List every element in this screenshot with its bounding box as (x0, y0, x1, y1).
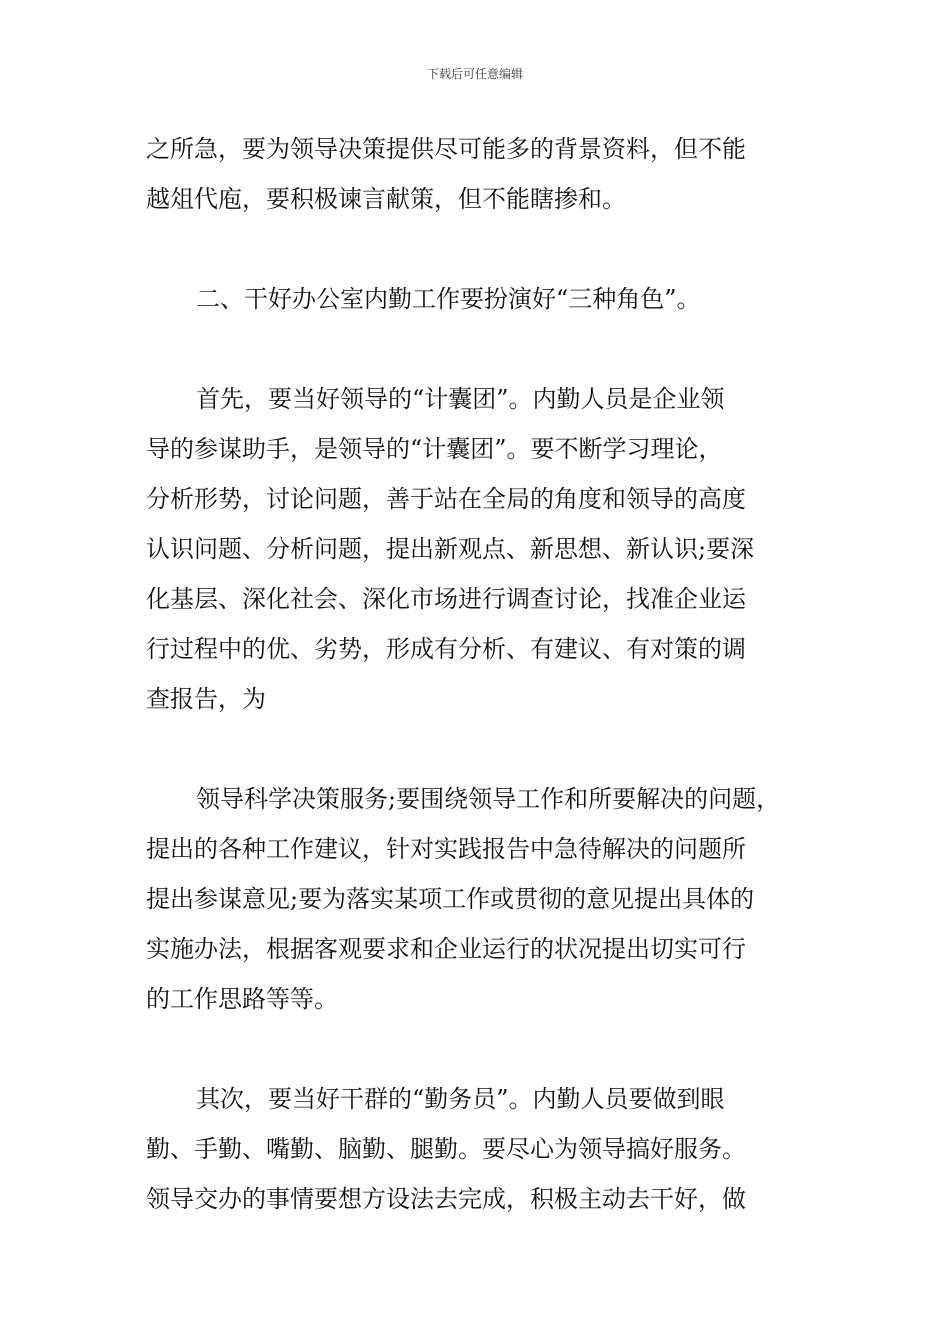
text-line: 越俎代庖，要积极谏言献策，但不能瞎掺和。 (146, 185, 626, 213)
text-line: 分析形势，讨论问题，善于站在全局的角度和领导的高度 (146, 485, 746, 513)
text-line: 认识问题、分析问题，提出新观点、新思想、新认识;要深 (146, 535, 755, 563)
paragraph-gap (146, 724, 810, 774)
text-line: 之所急，要为领导决策提供尽可能多的背景资料，但不能 (146, 135, 746, 163)
paragraph-gap (146, 224, 810, 274)
text-line: 提出的各种工作建议，针对实践报告中急待解决的问题所 (146, 835, 746, 863)
paragraph-gap (146, 324, 810, 374)
paragraph (146, 124, 810, 224)
text-line: 行过程中的优、劣势，形成有分析、有建议、有对策的调 (146, 635, 746, 663)
text-line: 实施办法，根据客观要求和企业运行的状况提出切实可行 (146, 935, 746, 963)
text-line: 查报告，为 (146, 685, 266, 713)
text-line: 提出参谋意见;要为落实某项工作或贯彻的意见提出具体的 (146, 885, 755, 913)
paragraph-gap (146, 1024, 810, 1074)
text-line: 化基层、深化社会、深化市场进行调查讨论，找准企业运 (146, 585, 746, 613)
text-line: 首先，要当好领导的“计囊团”。内勤人员是企业领 (196, 385, 725, 413)
text-line: 领导交办的事情要想方设法去完成，积极主动去干好，做 (146, 1185, 746, 1213)
section-heading (146, 274, 810, 324)
text-line: 导的参谋助手，是领导的“计囊团”。要不断学习理论， (146, 435, 723, 463)
text-line: 勤、手勤、嘴勤、脑勤、腿勤。要尽心为领导搞好服务。 (146, 1135, 746, 1163)
page-header: 下载后可任意编辑 (426, 67, 523, 81)
text-line: 二、干好办公室内勤工作要扮演好“三种角色”。 (196, 285, 701, 313)
text-line: 的工作思路等等。 (146, 985, 338, 1013)
text-line: 领导科学决策服务;要围绕领导工作和所要解决的问题， (196, 785, 781, 813)
paragraph (146, 374, 810, 724)
paragraph (146, 1074, 810, 1224)
document-body (146, 124, 810, 1224)
text-line: 其次，要当好干群的“勤务员”。内勤人员要做到眼 (196, 1085, 725, 1113)
paragraph (146, 774, 810, 1024)
